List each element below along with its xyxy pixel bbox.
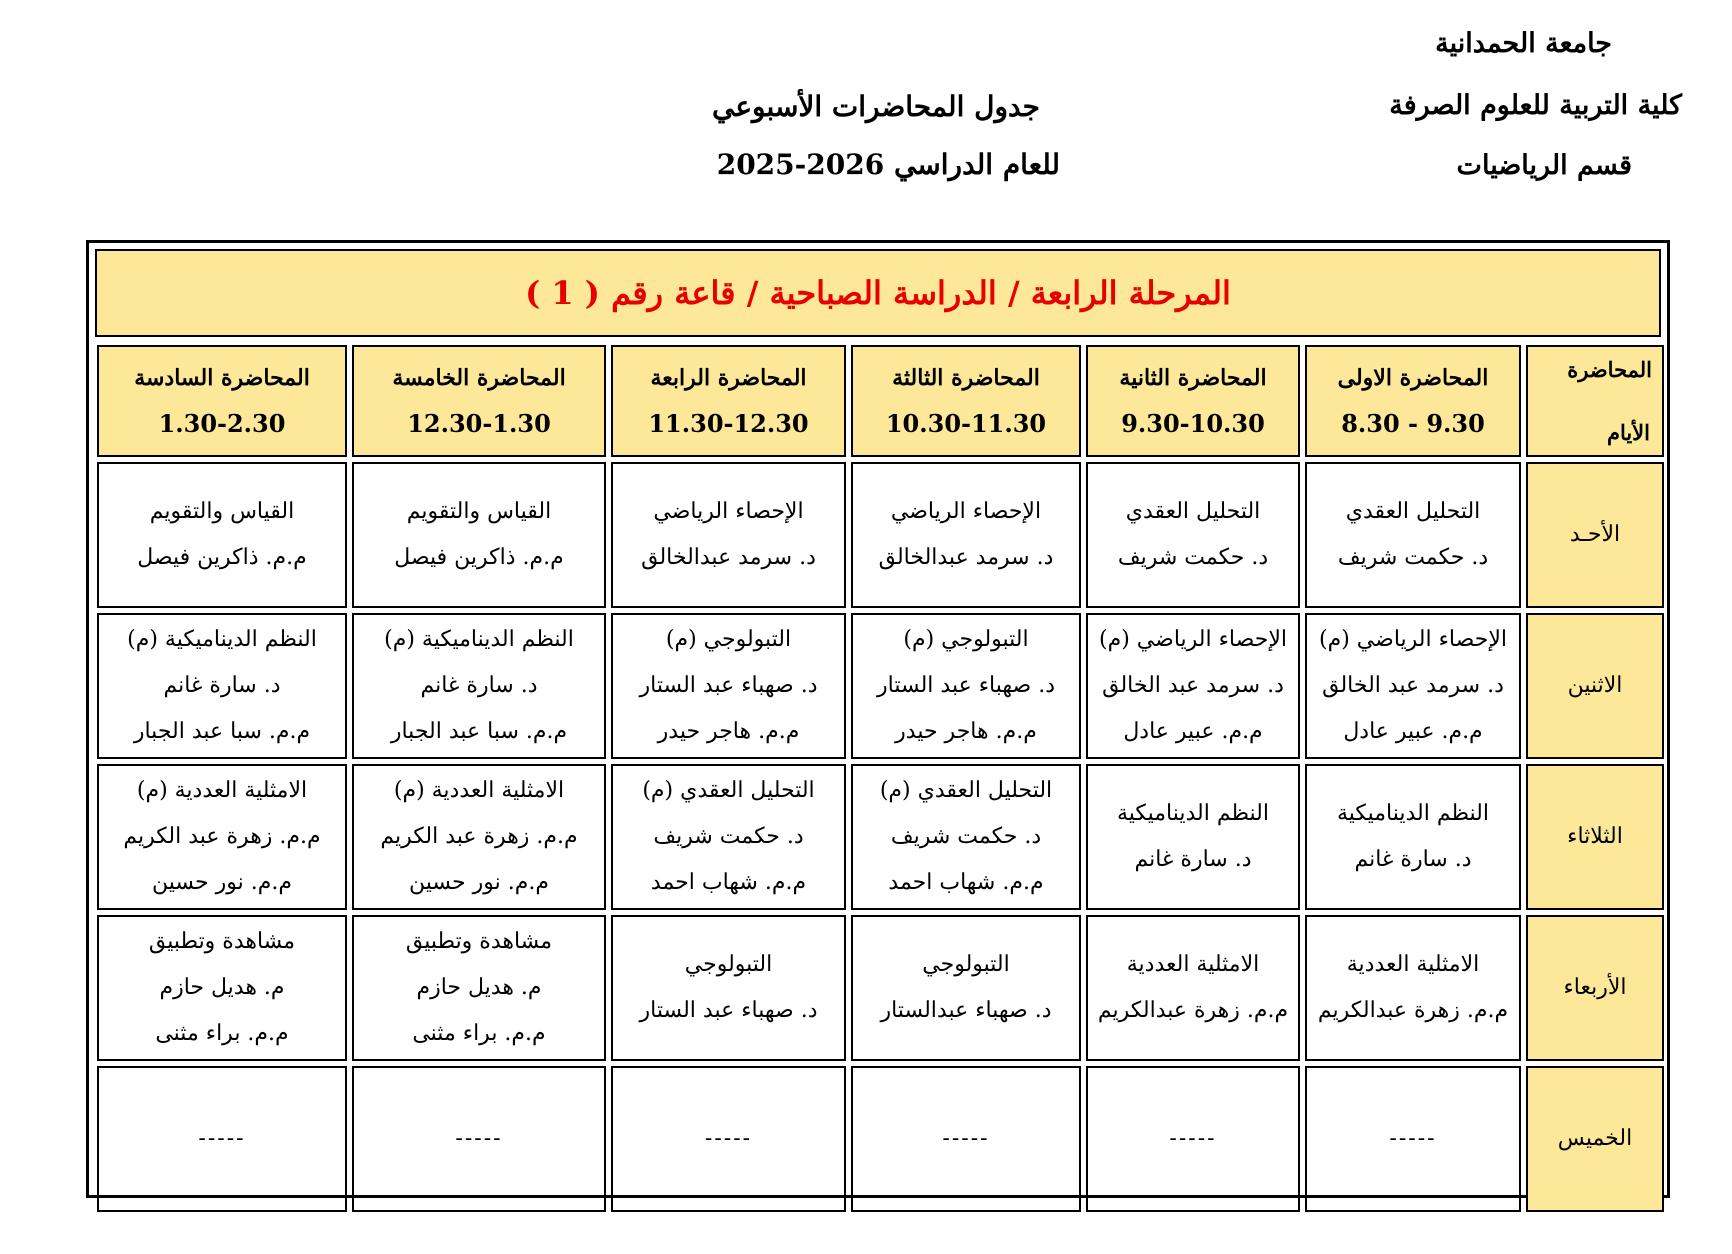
day-row-tuesday [97, 764, 1664, 910]
schedule-cell-empty [1086, 1066, 1300, 1212]
schedule-cell [1305, 462, 1521, 608]
schedule-cell [1305, 915, 1521, 1061]
schedule-title: جدول المحاضرات الأسبوعي [711, 90, 1040, 123]
assistant-name: م.م. نور حسين [152, 870, 292, 895]
assistant-name: م.م. براء مثنى [412, 1021, 546, 1046]
assistant-name: م.م. عبير عادل [1343, 719, 1483, 744]
instructor-name: د. سرمد عبدالخالق [641, 545, 816, 570]
instructor-name: م.م. ذاكرين فيصل [394, 545, 564, 570]
schedule-cell-empty [611, 1066, 846, 1212]
schedule-cell [851, 462, 1081, 608]
instructor-name: د. صهباء عبد الستار [639, 998, 818, 1023]
course-name: التبولوجي (م) [665, 627, 792, 652]
instructor-name: م.م. زهرة عبد الكريم [380, 824, 578, 849]
course-name: التحليل العقدي (م) [879, 778, 1053, 803]
course-name: القياس والتقويم [149, 499, 295, 524]
period-time: 8.30 - 9.30 [1341, 409, 1485, 438]
day-row-sunday [97, 462, 1664, 608]
period-name: المحاضرة الثالثة [892, 365, 1040, 391]
day-row-monday [97, 613, 1664, 759]
instructor-name: م.م. زهرة عبد الكريم [123, 824, 321, 849]
period-header [352, 345, 606, 457]
schedule-cell [1086, 764, 1300, 910]
empty-dash: ----- [704, 1126, 753, 1151]
schedule-cell [352, 462, 606, 608]
assistant-name: م.م. سبا عبد الجبار [390, 719, 568, 744]
course-name: التحليل العقدي (م) [642, 778, 815, 803]
instructor-name: د. حكمت شريف [653, 824, 804, 849]
schedule-cell [611, 764, 846, 910]
assistant-name: م.م. سبا عبد الجبار [133, 719, 311, 744]
schedule-cell-empty [352, 1066, 606, 1212]
schedule-cell [97, 613, 347, 759]
assistant-name: م.م. هاجر حيدر [657, 719, 800, 744]
instructor-name: د. صهباء عبد الستار [877, 673, 1055, 698]
instructor-name: د. حكمت شريف [1337, 545, 1489, 570]
schedule-cell [352, 915, 606, 1061]
schedule-cell [97, 915, 347, 1061]
schedule-table [92, 340, 1669, 1217]
schedule-cell [611, 915, 846, 1061]
period-header [851, 345, 1081, 457]
course-name: الإحصاء الرياضي [890, 499, 1042, 524]
period-name: المحاضرة الخامسة [392, 365, 566, 391]
course-name: الامثلية العددية (م) [136, 778, 308, 803]
course-name: التحليل العقدي [1345, 499, 1481, 524]
instructor-name: م. هديل حازم [416, 975, 542, 1000]
period-name: المحاضرة الرابعة [650, 365, 807, 391]
course-name: النظم الديناميكية [1117, 801, 1269, 826]
schedule-cell-empty [97, 1066, 347, 1212]
course-name: الإحصاء الرياضي (م) [1099, 627, 1287, 652]
period-name: المحاضرة الاولى [1337, 365, 1489, 391]
empty-dash: ----- [198, 1126, 246, 1151]
period-time: 11.30-12.30 [648, 409, 809, 438]
day-name: الاثنين [1526, 613, 1664, 759]
instructor-name: د. سارة غانم [1354, 847, 1472, 872]
instructor-name: م. هديل حازم [159, 975, 285, 1000]
day-name: الأربعاء [1526, 915, 1664, 1061]
period-name: المحاضرة الثانية [1119, 365, 1267, 391]
instructor-name: د. صهباء عبد الستار [639, 673, 818, 698]
course-name: الامثلية العددية [1126, 952, 1260, 977]
instructor-name: م.م. ذاكرين فيصل [137, 545, 307, 570]
day-name: الأحـد [1526, 462, 1664, 608]
college-name: كلية التربية للعلوم الصرفة [1389, 90, 1682, 121]
instructor-name: م.م. زهرة عبدالكريم [1097, 998, 1289, 1023]
schedule-cell [97, 764, 347, 910]
schedule-cell [1305, 764, 1521, 910]
periods-header-row [97, 345, 1664, 457]
period-header [1305, 345, 1521, 457]
instructor-name: د. سارة غانم [163, 673, 281, 698]
course-name: الامثلية العددية [1346, 952, 1480, 977]
schedule-cell [97, 462, 347, 608]
corner-days-label: الأيام [1606, 420, 1650, 445]
assistant-name: م.م. شهاب احمد [888, 870, 1044, 895]
day-row-wednesday [97, 915, 1664, 1061]
schedule-cell [611, 613, 846, 759]
period-name: المحاضرة السادسة [134, 365, 310, 391]
schedule-cell-empty [1305, 1066, 1521, 1212]
period-header [611, 345, 846, 457]
course-name: النظم الديناميكية (م) [127, 627, 317, 652]
academic-year: للعام الدراسي 2026-2025 [716, 148, 1060, 181]
course-name: الإحصاء الرياضي [653, 499, 804, 524]
schedule-cell [851, 613, 1081, 759]
department-name: قسم الرياضيات [1456, 150, 1632, 181]
course-name: النظم الديناميكية (م) [384, 627, 574, 652]
schedule-cell [1086, 613, 1300, 759]
schedule-cell [851, 915, 1081, 1061]
corner-period-label: المحاضرة [1567, 357, 1652, 382]
course-name: التبولوجي (م) [903, 627, 1029, 652]
instructor-name: د. حكمت شريف [1117, 545, 1269, 570]
instructor-name: د. سارة غانم [420, 673, 538, 698]
empty-dash: ----- [1389, 1126, 1437, 1151]
period-time: 1.30-2.30 [158, 409, 286, 438]
course-name: الامثلية العددية (م) [393, 778, 565, 803]
course-name: التبولوجي [684, 952, 773, 977]
assistant-name: م.م. شهاب احمد [650, 870, 807, 895]
schedule-cell-empty [851, 1066, 1081, 1212]
schedule-cell [352, 613, 606, 759]
instructor-name: د. سرمد عبدالخالق [878, 545, 1054, 570]
period-header [97, 345, 347, 457]
instructor-name: د. حكمت شريف [890, 824, 1042, 849]
schedule-cell [611, 462, 846, 608]
day-name: الثلاثاء [1526, 764, 1664, 910]
assistant-name: م.م. هاجر حيدر [895, 719, 1037, 744]
period-time: 9.30-10.30 [1121, 409, 1265, 438]
empty-dash: ----- [455, 1126, 503, 1151]
course-name: التبولوجي [922, 952, 1010, 977]
instructor-name: د. سرمد عبد الخالق [1322, 673, 1504, 698]
period-header [1086, 345, 1300, 457]
course-name: النظم الديناميكية [1337, 801, 1489, 826]
schedule-cell [851, 764, 1081, 910]
schedule-cell [1305, 613, 1521, 759]
course-name: الإحصاء الرياضي (م) [1319, 627, 1507, 652]
instructor-name: م.م. زهرة عبدالكريم [1317, 998, 1509, 1023]
assistant-name: م.م. نور حسين [409, 870, 549, 895]
instructor-name: د. سارة غانم [1134, 847, 1252, 872]
schedule-cell [1086, 915, 1300, 1061]
assistant-name: م.م. براء مثنى [155, 1021, 289, 1046]
course-name: القياس والتقويم [406, 499, 552, 524]
day-name: الخميس [1526, 1066, 1664, 1212]
university-name: جامعة الحمدانية [1435, 28, 1612, 59]
course-name: التحليل العقدي [1125, 499, 1261, 524]
schedule-frame [86, 240, 1670, 1198]
schedule-cell [352, 764, 606, 910]
table-title: المرحلة الرابعة / الدراسة الصباحية / قاعة رقم ( 1 ) [95, 249, 1661, 337]
instructor-name: د. صهباء عبدالستار [880, 998, 1052, 1023]
period-time: 12.30-1.30 [407, 409, 551, 438]
schedule-cell [1086, 462, 1300, 608]
empty-dash: ----- [942, 1126, 990, 1151]
assistant-name: م.م. عبير عادل [1123, 719, 1263, 744]
course-name: مشاهدة وتطبيق [405, 929, 553, 954]
empty-dash: ----- [1169, 1126, 1217, 1151]
corner-cell [1526, 345, 1664, 457]
course-name: مشاهدة وتطبيق [148, 929, 296, 954]
day-row-thursday [97, 1066, 1664, 1212]
period-time: 10.30-11.30 [885, 409, 1047, 438]
instructor-name: د. سرمد عبد الخالق [1102, 673, 1284, 698]
